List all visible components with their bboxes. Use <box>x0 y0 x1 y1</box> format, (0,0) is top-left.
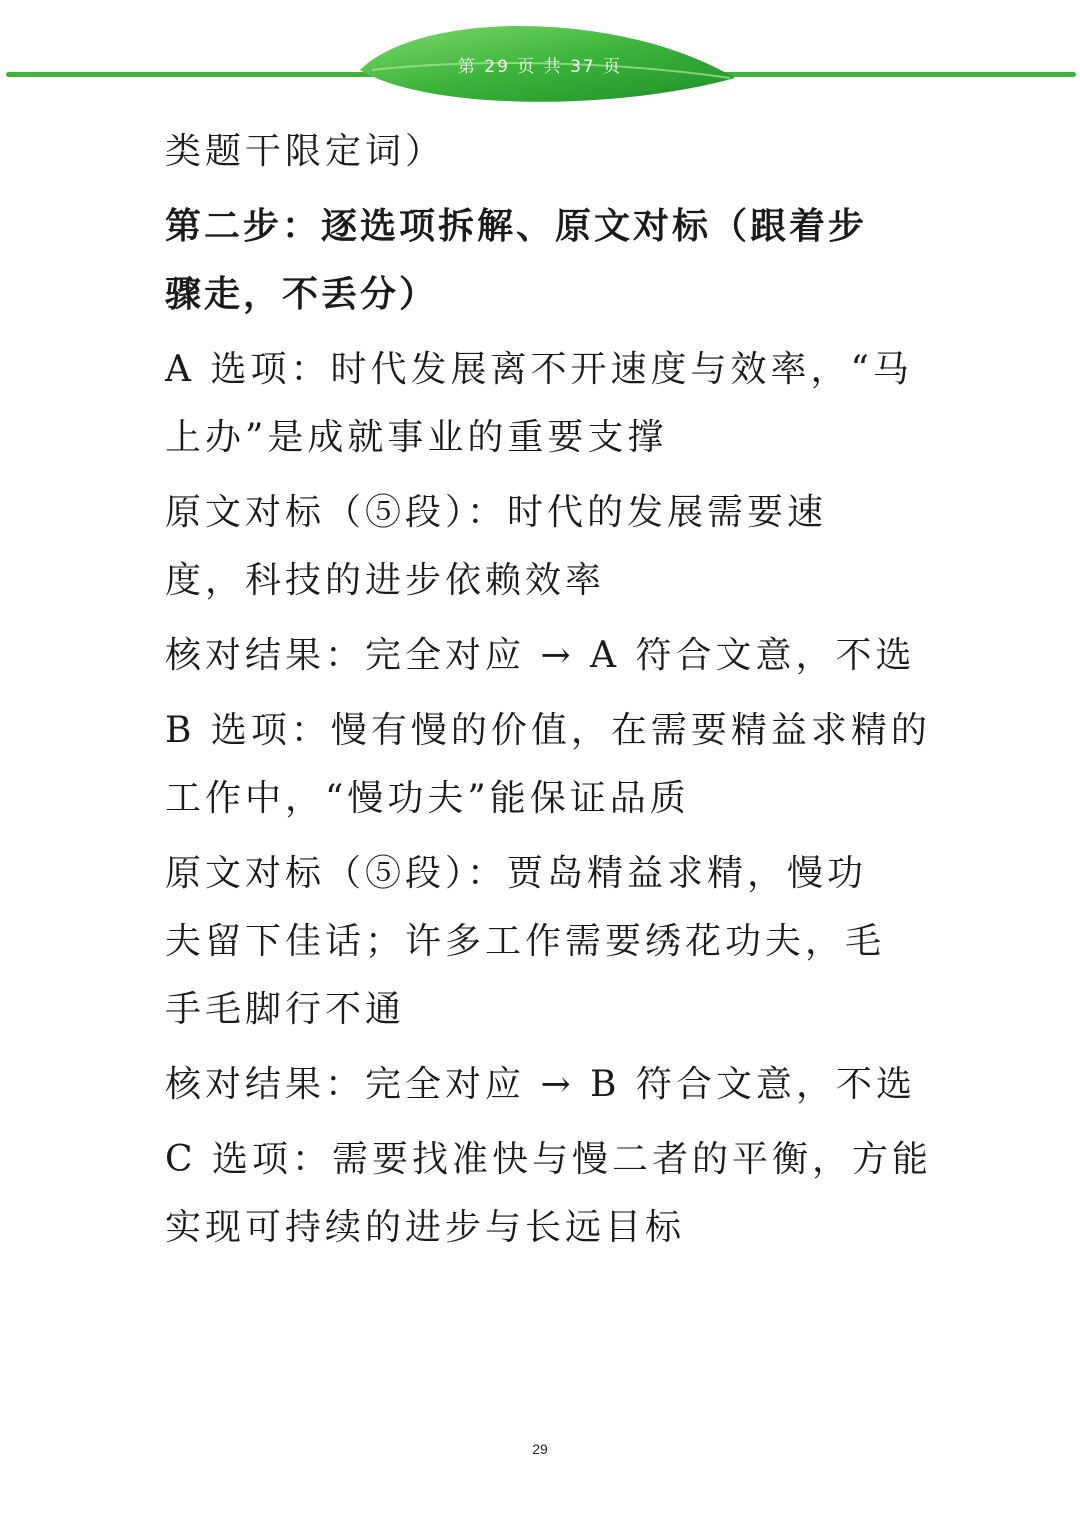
source-reference: 原文对标（⑤段）：贾岛精益求精，慢功 <box>165 853 868 894</box>
source-reference: 手毛脚行不通 <box>165 989 406 1030</box>
option-a-text: 上办”是成就事业的重要支撑 <box>165 417 668 458</box>
source-reference: 原文对标（⑤段）：时代的发展需要速 <box>165 492 828 533</box>
page-count-label: 第 29 页 共 37 页 <box>457 57 623 77</box>
text-line: 类题干限定词） <box>165 131 446 172</box>
page-number: 29 <box>532 1441 548 1457</box>
option-a-text: A 选项：时代发展离不开速度与效率，“马 <box>165 349 913 390</box>
option-c-text: C 选项：需要找准快与慢二者的平衡，方能 <box>165 1139 932 1180</box>
check-result: 核对结果：完全对应 → A 符合文意，不选 <box>165 635 916 676</box>
option-c-text: 实现可持续的进步与长远目标 <box>165 1207 686 1248</box>
step-heading: 骤走，不丢分） <box>165 274 439 315</box>
option-b-text: B 选项：慢有慢的价值，在需要精益求精的 <box>165 710 931 751</box>
check-result: 核对结果：完全对应 → B 符合文意，不选 <box>165 1064 916 1105</box>
source-reference: 度，科技的进步依赖效率 <box>165 560 606 601</box>
source-reference: 夫留下佳话；许多工作需要绣花功夫，毛 <box>165 921 886 962</box>
option-b-text: 工作中，“慢功夫”能保证品质 <box>165 778 690 819</box>
document-body <box>165 118 932 1262</box>
step-heading: 第二步：逐选项拆解、原文对标（跟着步 <box>165 206 868 247</box>
